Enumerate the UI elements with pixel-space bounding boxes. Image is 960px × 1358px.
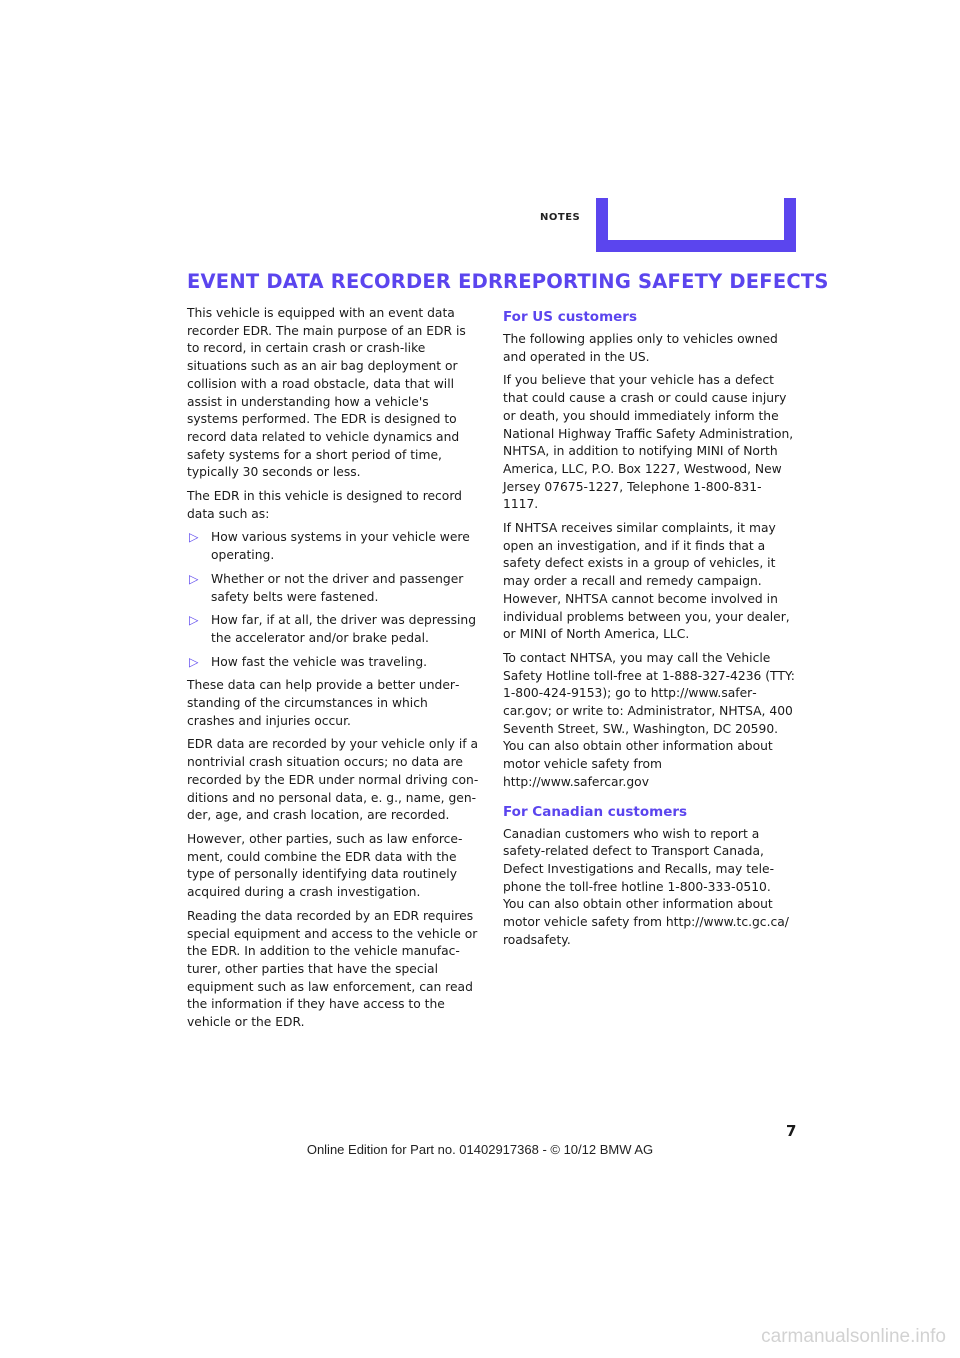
edr-purpose-paragraph: These data can help provide a better understanding of the circumstances in which crashes and injuries occur.: [187, 678, 460, 728]
section-tab-label: NOTES: [540, 212, 581, 223]
bullet-arrow-icon: ▷: [189, 571, 199, 586]
page-number: 7: [786, 1122, 797, 1140]
bullet-arrow-icon: ▷: [189, 613, 199, 628]
edition-footer: Online Edition for Part no. 01402917368 - © 10/12 BMW AG: [306, 1142, 654, 1157]
list-item: ▷ Whether or not the driver and passenger safety belts were fastened.: [189, 571, 464, 604]
us-investigation-paragraph: If NHTSA receives similar complaints, it may open an investigation, and if it finds that a safety defect exists in a group of vehicles, it may order a recall and remedy campaign. However, NHTSA cannot become involved in individual problems between you, your dealer, or MINI of North America, LLC.: [503, 521, 790, 642]
canadian-customers-heading: For Canadian customers: [503, 803, 688, 820]
edr-data-list: [187, 529, 479, 671]
list-item: ▷ How fast the vehicle was traveling.: [187, 654, 479, 672]
event-data-recorder-column: [187, 270, 504, 1038]
us-contact-paragraph: To contact NHTSA, you may call the Vehicle Safety Hotline toll-free at 1-888-327-4236 (TTY: 1-800-424-9153); go to http://www.safercar.gov; or write to: Administrator, NHTSA, 400 Seventh Street, SW., Washington, DC 20590. You can also obtain other information about motor vehicle safety from http://www.safercar.gov: [503, 650, 795, 789]
bullet-arrow-icon: ▷: [189, 654, 199, 669]
bullet-arrow-icon: ▷: [189, 530, 199, 545]
edr-reading-paragraph: Reading the data recorded by an EDR requires special equipment and access to the vehicle or the EDR. In addition to the vehicle manufacturer, other parties that have the special equipment such as law enforcement, can read the information if they have access to the vehicle or the EDR.: [187, 908, 478, 1030]
safety-defects-column: [503, 270, 829, 956]
watermark: carmanualsonline.info: [761, 1326, 946, 1347]
edr-data-intro-paragraph: The EDR in this vehicle is designed to record data such as:: [187, 489, 462, 521]
canadian-contact-paragraph: Canadian customers who wish to report a safety-related defect to Transport Canada, Defect Investigations and Recalls, may telephone the toll-free hotline 1-800-333-0510. You can also obtain other information about motor vehicle safety from http://www.tc.gc.ca/ roadsafety.: [503, 826, 789, 947]
us-inform-paragraph: If you believe that your vehicle has a defect that could cause a crash or could cause injury or death, you should immediately inform the National Highway Traffic Safety Administration, NHTSA, in addition to notifying MINI of North America, LLC, P.O. Box 1227, Westwood, New Jersey 07675-1227, Telephone 1-800-831-1117.: [503, 373, 794, 512]
edr-intro-paragraph: This vehicle is equipped with an event data recorder EDR. The main purpose of an EDR is to record, in certain crash or crash-like situations such as an air bag deployment or collision with a road obstacle, data that will assist in understanding how a vehicle's systems performed. The EDR is designed to record data related to vehicle dynamics and safety systems for a short period of time, typically 30 seconds or less.: [187, 306, 466, 480]
section-tab-marker: [596, 198, 796, 252]
us-customers-heading: For US customers: [503, 309, 637, 325]
section-tab-marker-inner: [608, 198, 784, 240]
edr-recording-paragraph: EDR data are recorded by your vehicle only if a nontrivial crash situation occurs; no data are recorded by the EDR under normal driving conditions and no personal data, e. g., name, gender, age, and crash location, are recorded.: [187, 737, 479, 823]
safety-defects-title: REPORTING SAFETY DEFECTS: [503, 270, 829, 293]
us-applies-paragraph: The following applies only to vehicles owned and operated in the US.: [503, 332, 778, 364]
list-item: ▷ How far, if at all, the driver was depressing the accelerator and/or brake pedal.: [189, 613, 477, 645]
event-data-recorder-title: EVENT DATA RECORDER EDR: [187, 270, 504, 293]
list-item: ▷ How various systems in your vehicle were operating.: [189, 530, 470, 563]
edr-third-party-paragraph: However, other parties, such as law enforcement, could combine the EDR data with the type of personally identifying data routinely acquired during a crash investigation.: [187, 831, 463, 900]
